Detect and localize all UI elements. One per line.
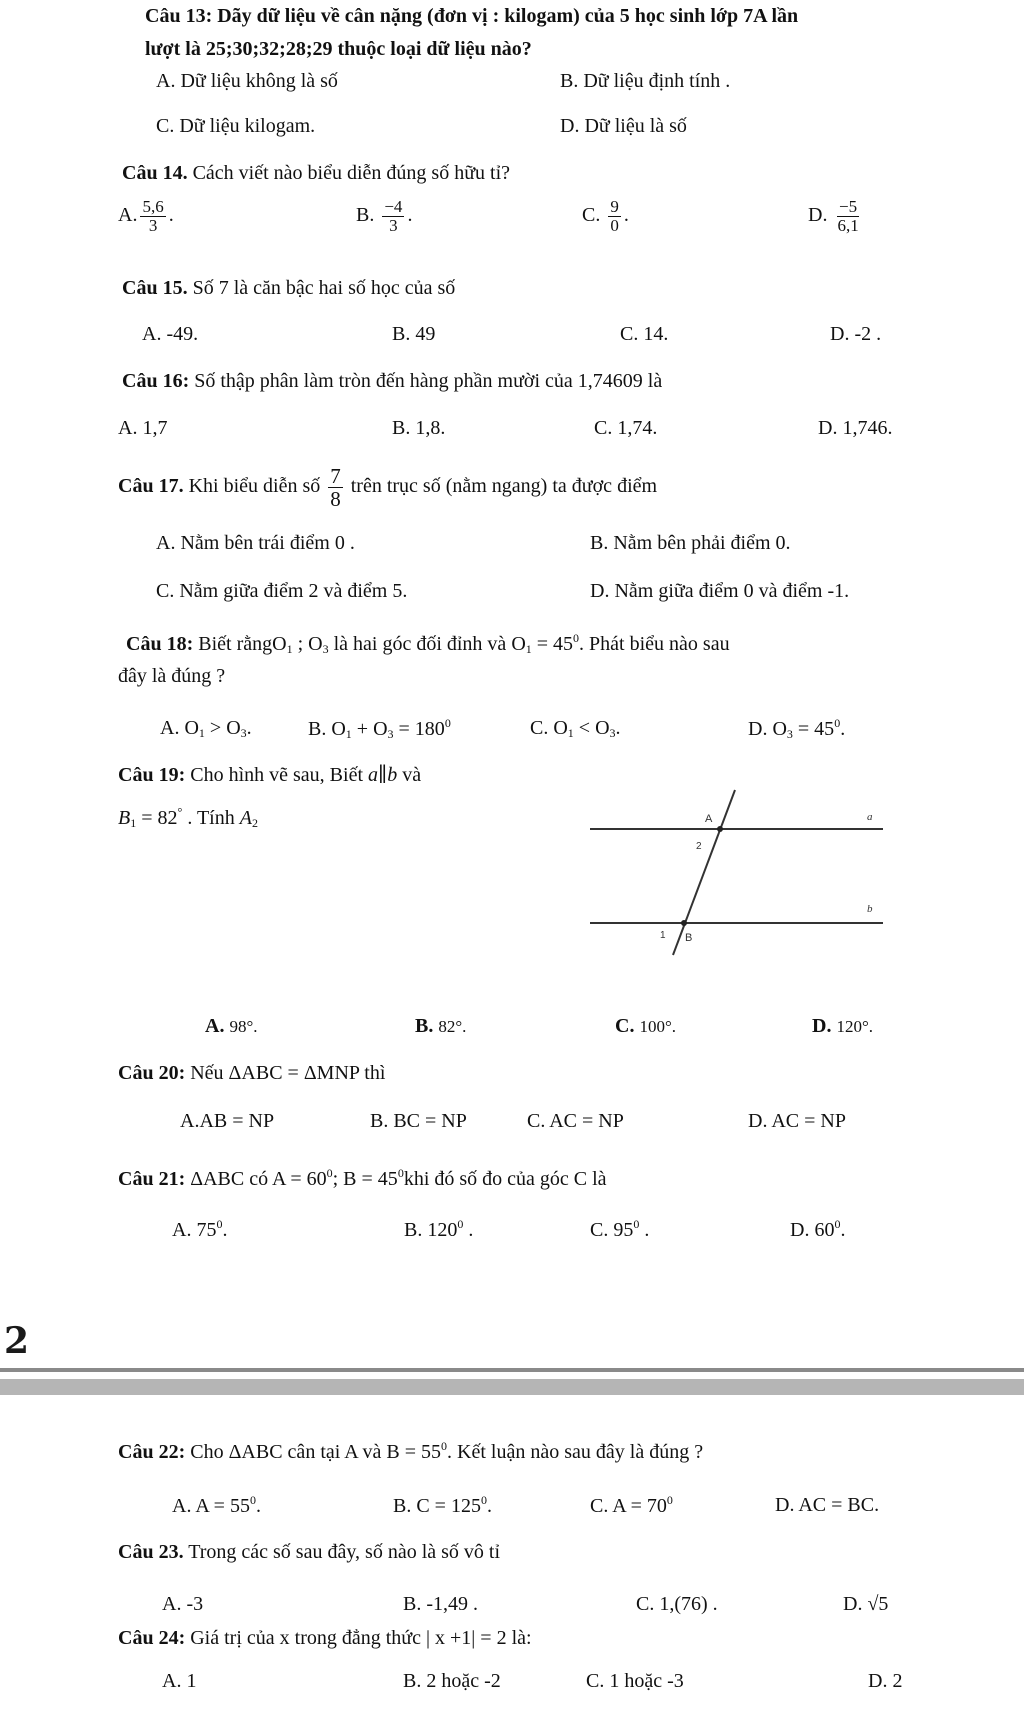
q22-option-a: A. $A = 55^0$. (172, 1493, 261, 1517)
q13-option-c: C. Dữ liệu kilogam. (156, 115, 316, 137)
q18-option-d: D. $O_3 = 45^0$. (748, 716, 846, 741)
q13-stem-line2: lượt là 25;30;32;28;29 thuộc loại dữ liệu nào? (145, 38, 532, 60)
q22-option-c: C. $A = 70^0$ (590, 1493, 673, 1517)
q13-option-b: B. Dữ liệu định tính . (560, 70, 731, 92)
q23-option-d: D. √5 (843, 1593, 889, 1615)
q18-stem-line1: Câu 18: Biết rằngO$_1$ ; $O_3$ là hai góc đối đỉnh và $O_1 = 45^0$. Phát biểu nào sau (126, 631, 730, 656)
q14-option-b: B. $\frac{-4}{3}$ . (356, 197, 413, 235)
q24-option-d: D. 2 (868, 1670, 903, 1692)
q15-stem: Câu 15. Số 7 là căn bậc hai số học của số (122, 277, 456, 299)
point-b-dot (681, 920, 687, 926)
q19-stem-line2: $B_1 = 82^\circ$ . Tính $A_2$ (118, 805, 258, 830)
q23-option-b: B. -1,49 . (403, 1593, 478, 1615)
parallel-lines-figure (585, 785, 890, 960)
q17-option-a: A. Nằm bên trái điểm 0 . (156, 532, 355, 554)
q20-option-b: B. BC = NP (370, 1110, 467, 1132)
q15-option-a: A. -49. (142, 323, 199, 345)
q23-stem: Câu 23. Trong các số sau đây, số nào là số vô tỉ (118, 1541, 501, 1563)
page-divider-line (0, 1368, 1024, 1372)
q19-option-b: B. 82°. (415, 1015, 467, 1037)
q18-option-b: B. $O_1 + O_3 = 180^0$ (308, 716, 451, 741)
page-divider-band (0, 1379, 1024, 1395)
q19-option-a: A. 98°. (205, 1015, 258, 1037)
q13-option-a: A. Dữ liệu không là số (156, 70, 338, 92)
q17-option-c: C. Nằm giữa điểm 2 và điểm 5. (156, 580, 408, 602)
q14-option-c: C. $\frac{9}{0}$ . (582, 197, 629, 235)
q21-option-d: D. $60^0$. (790, 1217, 846, 1241)
q14-label: Câu 14. (122, 162, 188, 184)
q14-option-d: D. $\frac{-5}{6,1}$ (808, 197, 859, 235)
q17-option-b: B. Nằm bên phải điểm 0. (590, 532, 791, 554)
q19-option-c: C. 100°. (615, 1015, 677, 1037)
q19-stem-line1: Câu 19: Cho hình vẽ sau, Biết a∥b và (118, 764, 422, 786)
q20-option-c: C. AC = NP (527, 1110, 624, 1132)
q20-option-a: A.AB = NP (180, 1110, 275, 1132)
page-number: 2 (4, 1320, 30, 1362)
q22-stem: Câu 22: Cho ΔABC cân tại A và $B = 55^0$. Kết luận nào sau đây là đúng ? (118, 1439, 704, 1463)
q20-option-d: D. AC = NP (748, 1110, 846, 1132)
q16-option-d: D. 1,746. (818, 417, 893, 439)
label-b: b (867, 903, 873, 915)
q24-option-a: A. 1 (162, 1670, 197, 1692)
q16-option-c: C. 1,74. (594, 417, 658, 439)
q16-option-b: B. 1,8. (392, 417, 446, 439)
q21-stem: Câu 21: ΔABC có $A = 60^0$; $B = 45^0khi$ đó số đo của góc C là (118, 1166, 607, 1190)
q17-option-d: D. Nằm giữa điểm 0 và điểm -1. (590, 580, 850, 602)
q21-option-c: C. $95^0$ . (590, 1217, 650, 1241)
q19-option-d: D. 120°. (812, 1015, 874, 1037)
q17-stem: Câu 17. Khi biểu diễn số $\frac{7}{8}$ trên trục số (nằm ngang) ta được điểm (118, 464, 658, 512)
q15-option-d: D. -2 . (830, 323, 882, 345)
q20-stem: Câu 20: Nếu ΔABC = ΔMNP thì (118, 1062, 386, 1084)
q16-option-a: A. 1,7 (118, 417, 168, 439)
q16-stem: Câu 16: Số thập phân làm tròn đến hàng phần mười của 1,74609 là (122, 370, 663, 392)
q24-option-c: C. 1 hoặc -3 (586, 1670, 684, 1692)
q18-option-c: C. $O_1 < O_3$. (530, 717, 621, 740)
q23-option-a: A. -3 (162, 1593, 204, 1615)
point-a-dot (717, 826, 723, 832)
q14-text: Cách viết nào biểu diễn đúng số hữu tỉ? (187, 162, 511, 184)
q18-option-a: A. $O_1 > O_3$. (160, 717, 252, 740)
q13-stem-line1: Câu 13: Dãy dữ liệu về cân nặng (đơn vị : kilogam) của 5 học sinh lớp 7A lần (145, 5, 799, 27)
q15-option-c: C. 14. (620, 323, 669, 345)
q24-option-b: B. 2 hoặc -2 (403, 1670, 501, 1692)
label-1: 1 (660, 930, 666, 941)
q24-stem: Câu 24: Giá trị của x trong đẳng thức | x +1| = 2 là: (118, 1627, 532, 1649)
q15-option-b: B. 49 (392, 323, 436, 345)
label-A: A (705, 813, 713, 825)
transversal-line (673, 790, 735, 955)
q22-option-b: B. $C = 125^0$. (393, 1493, 492, 1517)
q14-option-a: A. $\frac{5,6}{3}$ . (118, 197, 174, 235)
q18-stem-line2: đây là đúng ? (118, 665, 226, 687)
label-a: a (867, 811, 873, 823)
q13-option-d: D. Dữ liệu là số (560, 115, 687, 137)
q22-option-d: D. AC = BC. (775, 1494, 880, 1516)
q21-option-b: B. $120^0$ . (404, 1217, 474, 1241)
q23-option-c: C. 1,(76) . (636, 1593, 718, 1615)
q14-stem (122, 162, 510, 185)
q21-option-a: A. $75^0$. (172, 1217, 228, 1241)
label-2: 2 (696, 841, 702, 852)
label-B: B (685, 932, 693, 944)
